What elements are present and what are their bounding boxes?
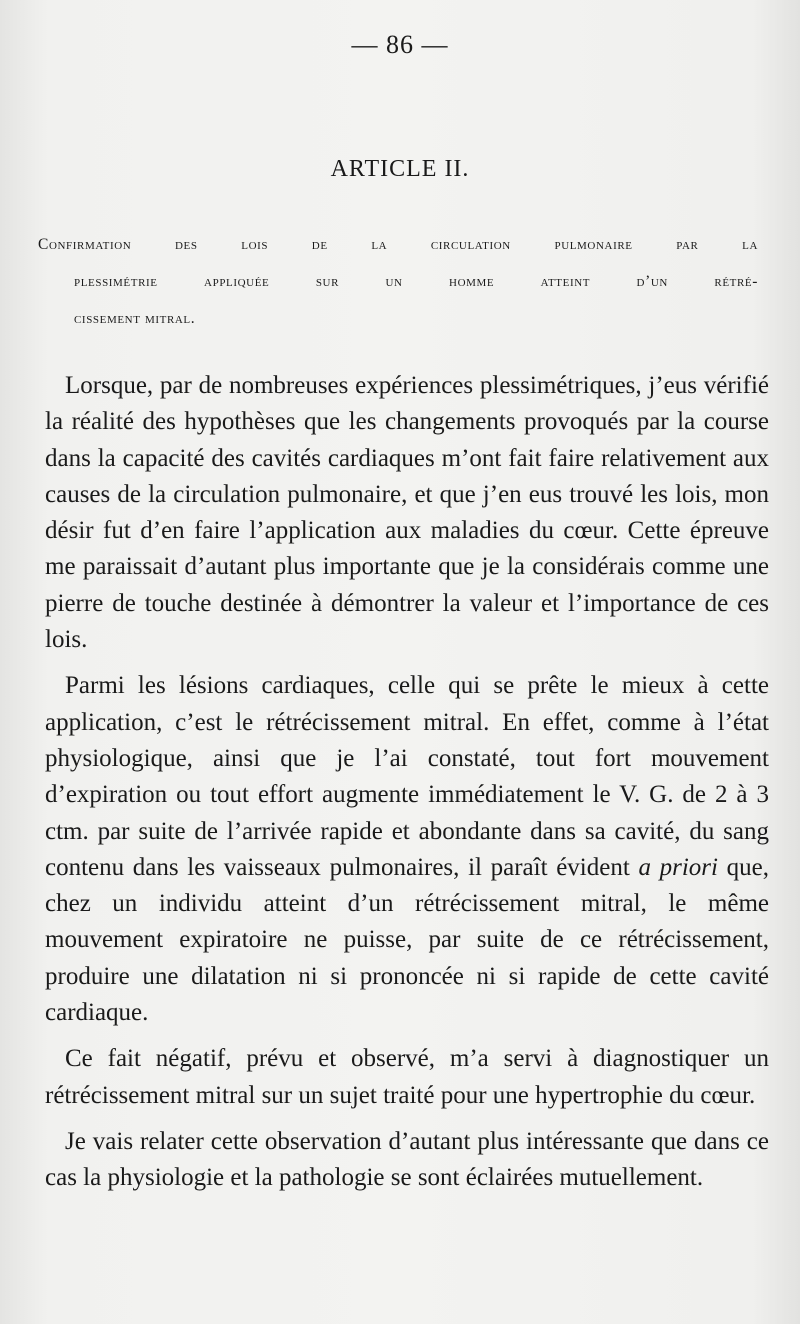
italic-phrase: a priori [638,853,718,881]
subtitle-line: plessimétrie appliquée sur un homme atteint d’un rétré- [74,273,758,290]
paragraph-text: Parmi les lésions cardiaques, celle qui se prête le mieux à cette application, c’est le rétrécissement mitral. En effet, comme à l’état physiologique, ainsi que je l’ai constaté, tout fort mouvement d’expiration ou tout effort augmente immédiatement le V. G. de 2 à 3 ctm. par suite de l’arrivée rapide et abondante dans sa cavité, du sang contenu dans les vaisseaux pulmonaires, il paraît évident [45,672,769,881]
paragraph: Ce fait négatif, prévu et observé, m’a servi à diagnostiquer un rétrécissement mitral sur un sujet traité pour une hypertrophie du cœur. [45,1045,769,1109]
body-text [45,368,769,1207]
article-title: ARTICLE II. [330,156,470,182]
paragraph: Lorsque, par de nombreuses expériences plessimétriques, j’eus vérifié la réalité des hypothèses que les changements provoqués par la course dans la capacité des cavités cardiaques m’ont fait faire relativement aux causes de la circulation pulmonaire, et que j’en eus trouvé les lois, mon désir fut d’en faire l’application aux maladies du cœur. Cette épreuve me paraissait d’autant plus importante que je la considérais comme une pierre de touche destinée à démontrer la valeur et l’importance de ces lois. [45,372,769,654]
subtitle-line: Confirmation des lois de la circulation pulmonaire par la [38,236,758,253]
page-number: — 86 — [351,30,449,59]
paragraph [45,668,769,1031]
paragraph: Je vais relater cette observation d’autant plus intéressante que dans ce cas la physiologie et la pathologie se sont éclairées mutuellement. [45,1127,769,1192]
article-subtitle [38,226,758,337]
subtitle-line: cissement mitral. [74,310,196,327]
paragraph-text: que, chez un individu atteint d’un rétrécissement mitral, le même mouvement expiratoire ne puisse, par suite de ce rétrécissement, produire une dilatation ni si prononcée ni si rapide de cette cavité cardiaque. [45,853,769,1027]
